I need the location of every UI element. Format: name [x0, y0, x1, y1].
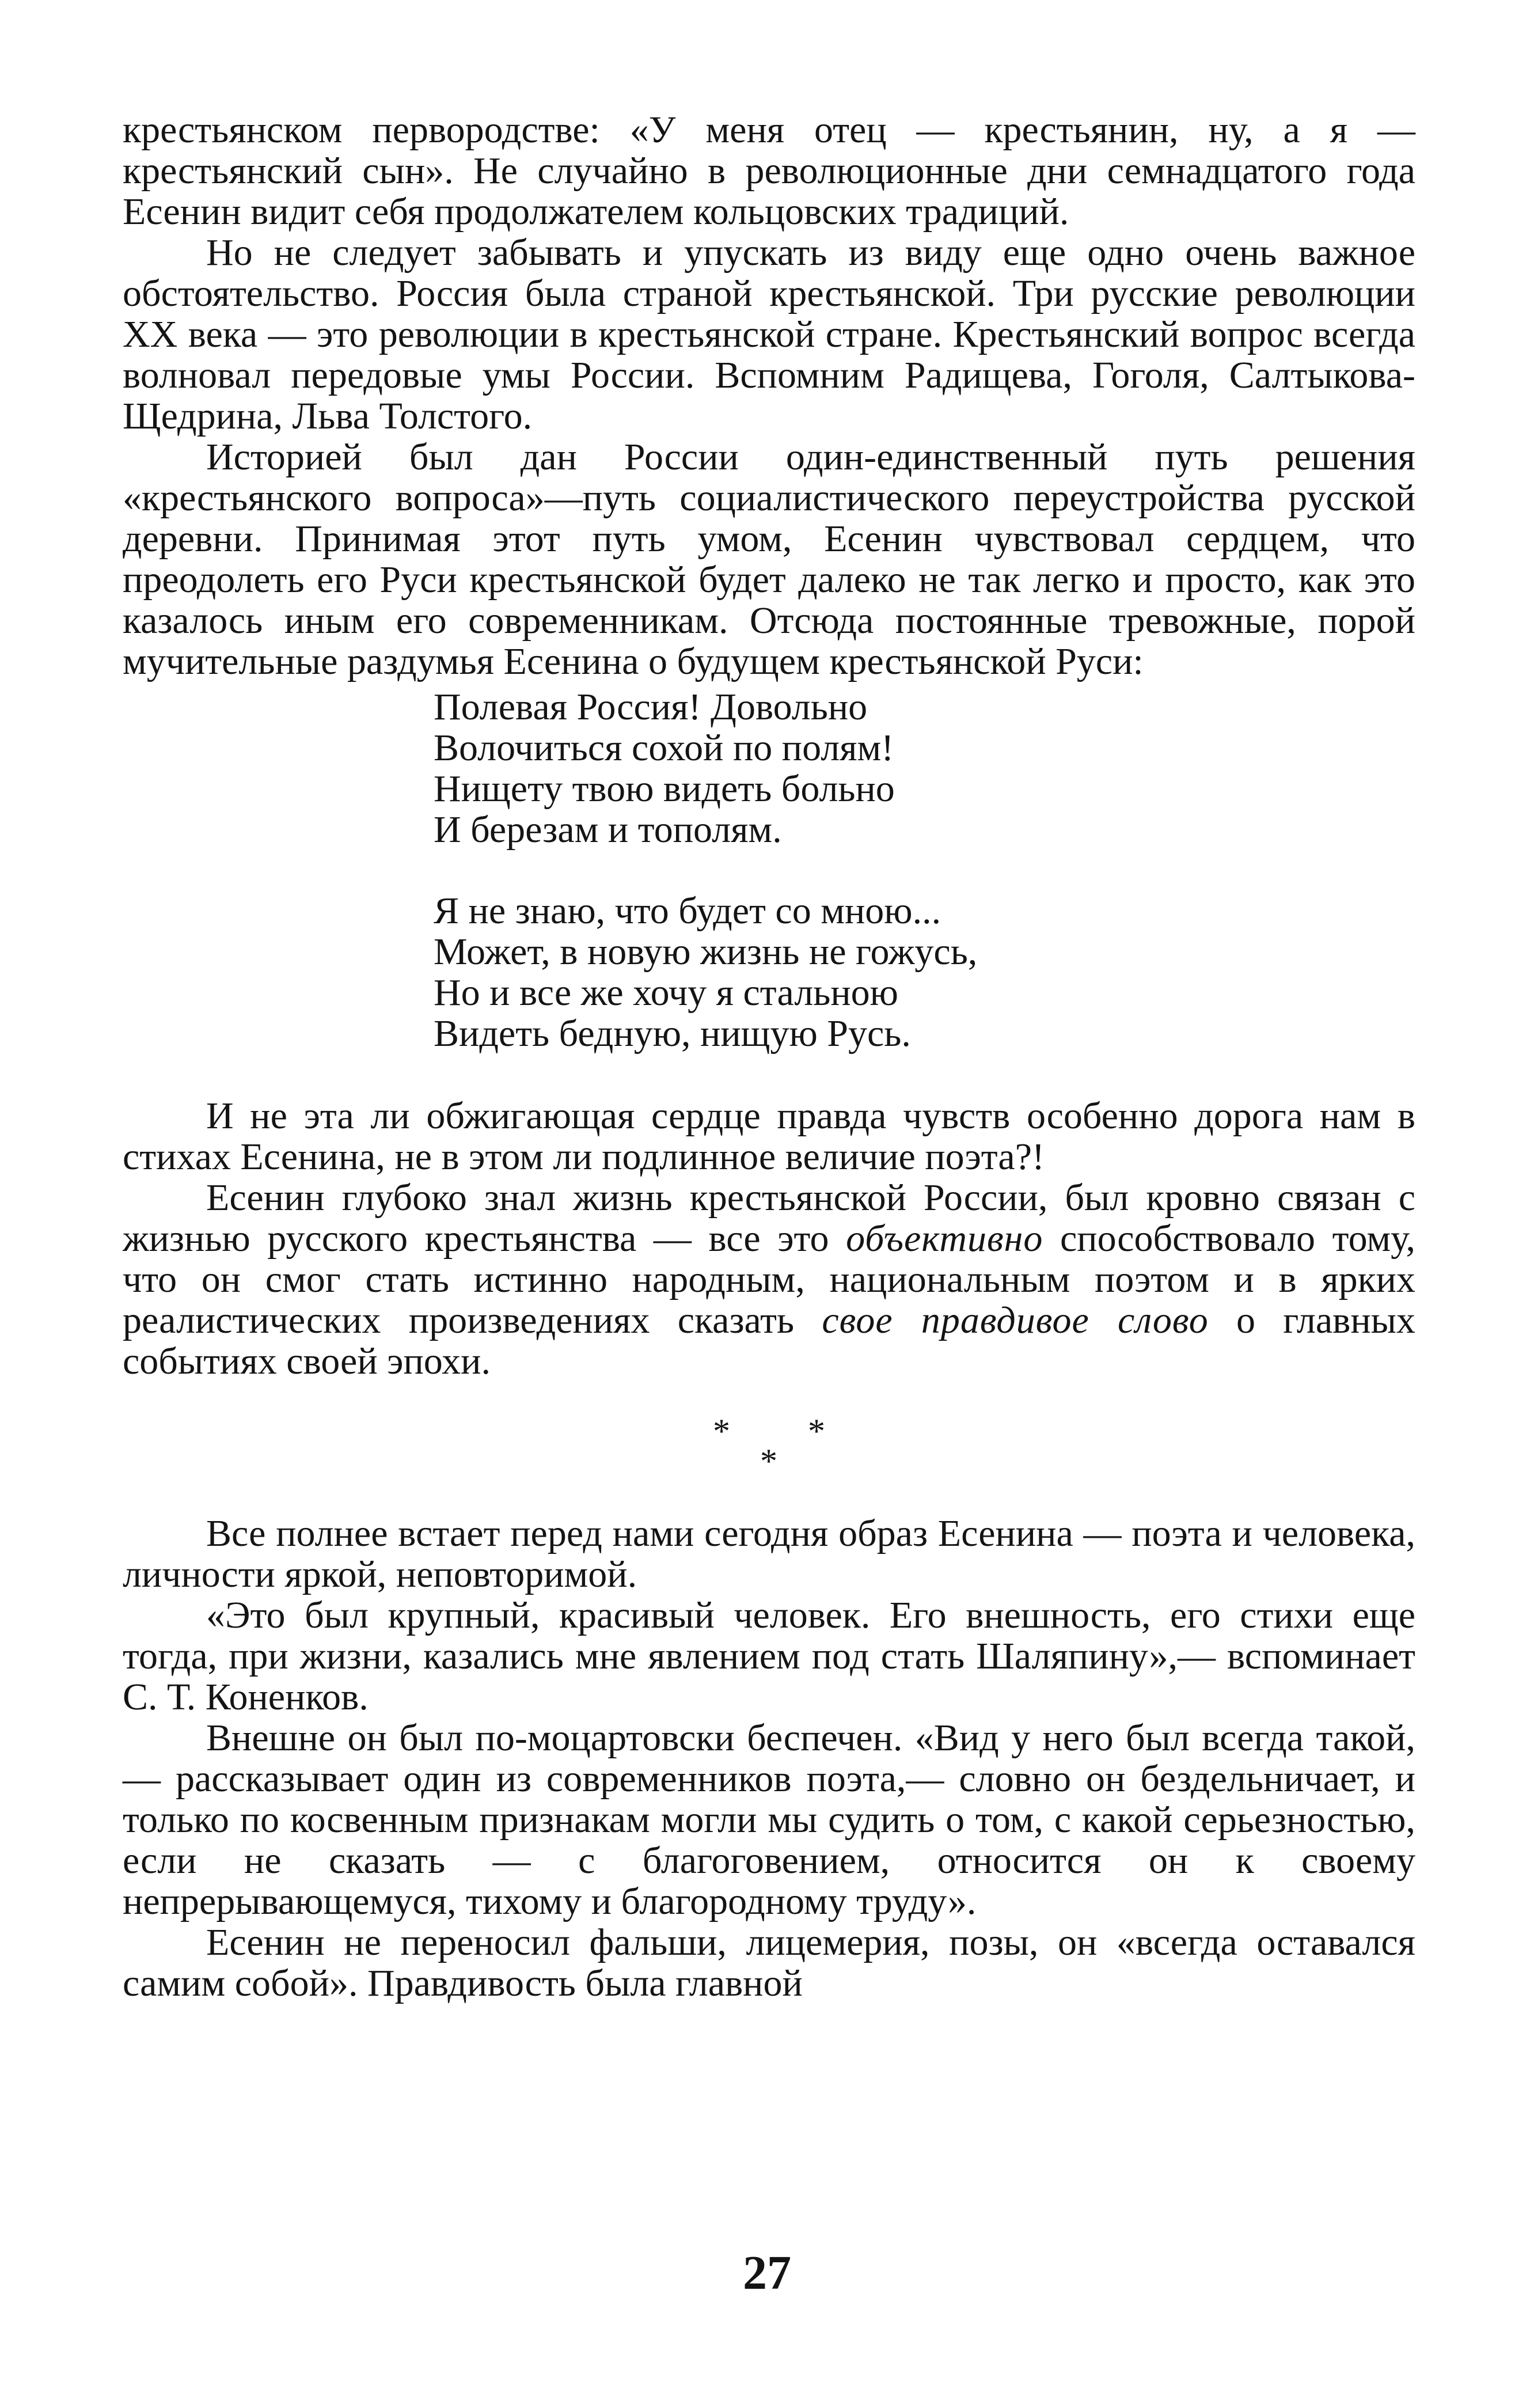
poem-line: Я не знаю, что будет со мною...	[434, 890, 941, 932]
paragraph	[123, 1177, 1415, 1382]
page-number: 27	[743, 2246, 791, 2300]
poem-stanza	[434, 890, 1415, 1054]
paragraph: крестьянском первородстве: «У меня отец — крестьянин, ну, а я — крестьянский сын». Не случайно в революционные дни семнадцатого года Есенин видит себя продолжателем кольцовских традиций.	[123, 109, 1415, 233]
section-divider	[123, 1414, 1415, 1482]
poem-line: Нищету твою видеть больно	[434, 768, 895, 810]
poem-stanza	[434, 687, 1415, 850]
poem-line: Может, в новую жизнь не гожусь,	[434, 931, 978, 973]
poem-line: И березам и тополям.	[434, 809, 782, 851]
paragraph: И не эта ли обжигающая сердце правда чувств особенно дорога нам в стихах Есенина, не в этом ли подлинное величие поэта?!	[123, 1095, 1415, 1178]
paragraph: Историей был дан России один-единственный путь решения «крестьянского вопроса»—путь социалистического переустройства русской деревни. Принимая этот путь умом, Есенин чувствовал сердцем, что преодолеть его Руси крестьянской будет далеко не так легко и просто, как это казалось иным его современникам. Отсюда постоянные тревожные, порой мучительные раздумья Есенина о будущем крестьянской Руси:	[123, 436, 1415, 682]
poem-line: Волочиться сохой по полям!	[434, 727, 894, 769]
poem-line: Полевая Россия! Довольно	[434, 686, 868, 728]
asterisk-icon: *	[760, 1442, 777, 1480]
poem	[434, 687, 1415, 1054]
paragraph-text: Есенин глубоко знал жизнь крестьянской России, был кровно связан с жизнью русского крестьянства — все это	[123, 1177, 1415, 1260]
asterisk-icon: *	[808, 1412, 825, 1450]
page-body	[123, 109, 1415, 2004]
paragraph-text: о главных событиях своей эпохи.	[123, 1299, 1415, 1382]
italic-text: объективно	[846, 1218, 1043, 1260]
paragraph: Есенин не переносил фальши, лицемерия, позы, он «всегда оставался самим собой». Правдивость была главной	[123, 1921, 1415, 2004]
italic-text: свое правдивое слово	[822, 1299, 1209, 1341]
paragraph: Внешне он был по-моцартовски беспечен. «Вид у него был всегда такой,— рассказывает один из современников поэта,— словно он бездельничает, и только по косвенным признакам могли мы судить о том, с какой серьезностью, если не сказать — с благоговением, относится он к своему непрерывающемуся, тихому и благородному труду».	[123, 1717, 1415, 1922]
paragraph: «Это был крупный, красивый человек. Его внешность, его стихи еще тогда, при жизни, казались мне явлением под стать Шаляпину»,— вспоминает С. Т. Коненков.	[123, 1594, 1415, 1718]
paragraph-text: способствовало тому, что он смог стать истинно народным, национальным поэтом и в ярких реалистических произведениях сказать	[123, 1218, 1416, 1341]
paragraph: Все полнее встает перед нами сегодня образ Есенина — поэта и человека, личности яркой, неповторимой.	[123, 1512, 1415, 1595]
poem-line: Но и все же хочу я стальною	[434, 972, 898, 1014]
paragraph: Но не следует забывать и упускать из виду еще одно очень важное обстоятельство. Россия была страной крестьянской. Три русские революции XX века — это революции в крестьянской стране. Крестьянский вопрос всегда волновал передовые умы России. Вспомним Радищева, Гоголя, Салтыкова-Щедрина, Льва Толстого.	[123, 232, 1415, 437]
poem-line: Видеть бедную, нищую Русь.	[434, 1013, 911, 1055]
asterisk-icon: *	[713, 1412, 730, 1450]
